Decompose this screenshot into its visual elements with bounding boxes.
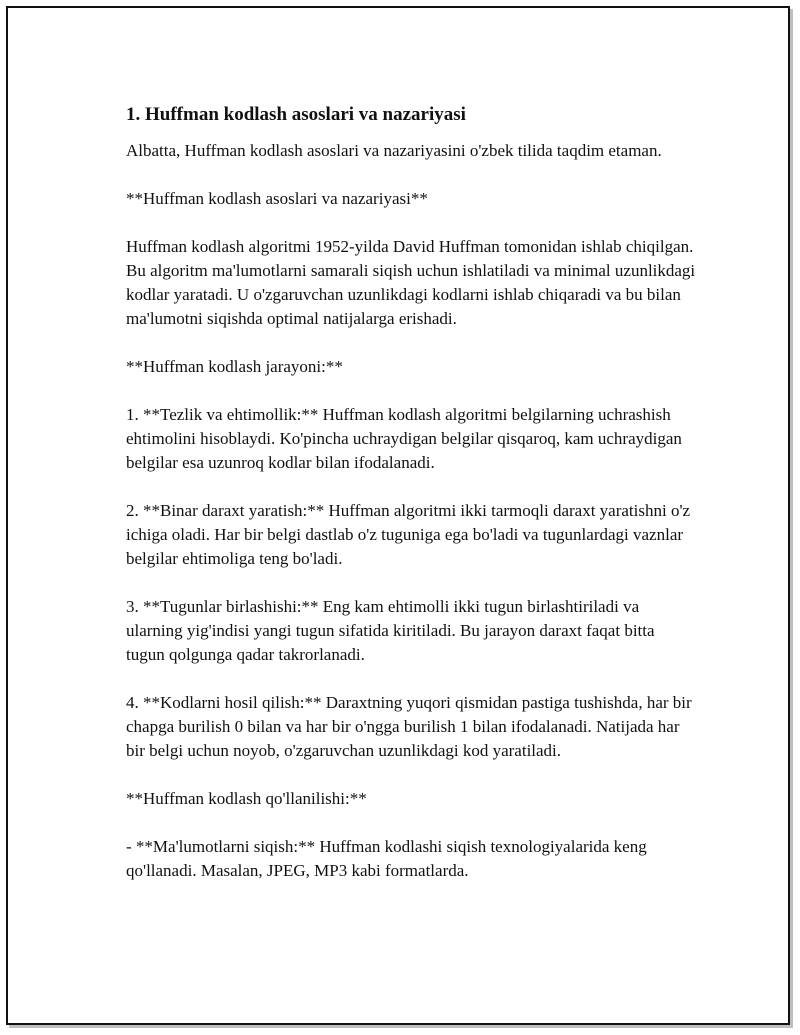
subtitle-paragraph: **Huffman kodlash asoslari va nazariyasi** (126, 189, 428, 208)
step-2-paragraph: 2. **Binar daraxt yaratish:** Huffman algoritmi ikki tarmoqli daraxt yaratishni o'z ichiga oladi. Har bir belgi dastlab o'z tuguniga ega bo'ladi va tugunlardagi vaznlar belgilar ehtimoliga teng bo'ladi. (126, 501, 691, 568)
step-4-paragraph: 4. **Kodlarni hosil qilish:** Daraxtning yuqori qismidan pastiga tushishda, har bir chapga burilish 0 bilan va har bir o'ngga burilish 1 bilan ifodalanadi. Natijada har bir belgi uchun noyob, o'zgaruvchan uzunlikdagi kod yaratiladi. (126, 693, 692, 760)
intro-paragraph: Albatta, Huffman kodlash asoslari va nazariyasini o'zbek tilida taqdim etaman. (126, 141, 662, 160)
page-frame (6, 6, 790, 1025)
step-1-paragraph: 1. **Tezlik va ehtimollik:** Huffman kodlash algoritmi belgilarning uchrashish ehtimolini hisoblaydi. Ko'pincha uchraydigan belgilar qisqaroq, kam uchraydigan belgilar esa uzunroq kodlar bilan ifodalanadi. (126, 405, 682, 472)
step-3-paragraph: 3. **Tugunlar birlashishi:** Eng kam ehtimolli ikki tugun birlashtiriladi va ularning yig'indisi yangi tugun sifatida kiritiladi. Bu jarayon daraxt faqat bitta tugun qolgunga qadar takrorlanadi. (126, 597, 655, 664)
process-heading-paragraph: **Huffman kodlash jarayoni:** (126, 357, 343, 376)
usage-item-paragraph: - **Ma'lumotlarni siqish:** Huffman kodlashi siqish texnologiyalarida keng qo'llanadi. Masalan, JPEG, MP3 kabi formatlarda. (126, 837, 647, 880)
usage-heading-paragraph: **Huffman kodlash qo'llanilishi:** (126, 789, 367, 808)
section-heading: 1. Huffman kodlash asoslari va nazariyasi (126, 104, 466, 125)
history-paragraph: Huffman kodlash algoritmi 1952-yilda David Huffman tomonidan ishlab chiqilgan. Bu algoritm ma'lumotlarni samarali siqish uchun ishlatiladi va minimal uzunlikdagi kodlar yaratadi. U o'zgaruvchan uzunlikdagi kodlarni ishlab chiqaradi va bu bilan ma'lumotni siqishda optimal natijalarga erishadi. (126, 237, 696, 328)
document-body (126, 103, 696, 883)
